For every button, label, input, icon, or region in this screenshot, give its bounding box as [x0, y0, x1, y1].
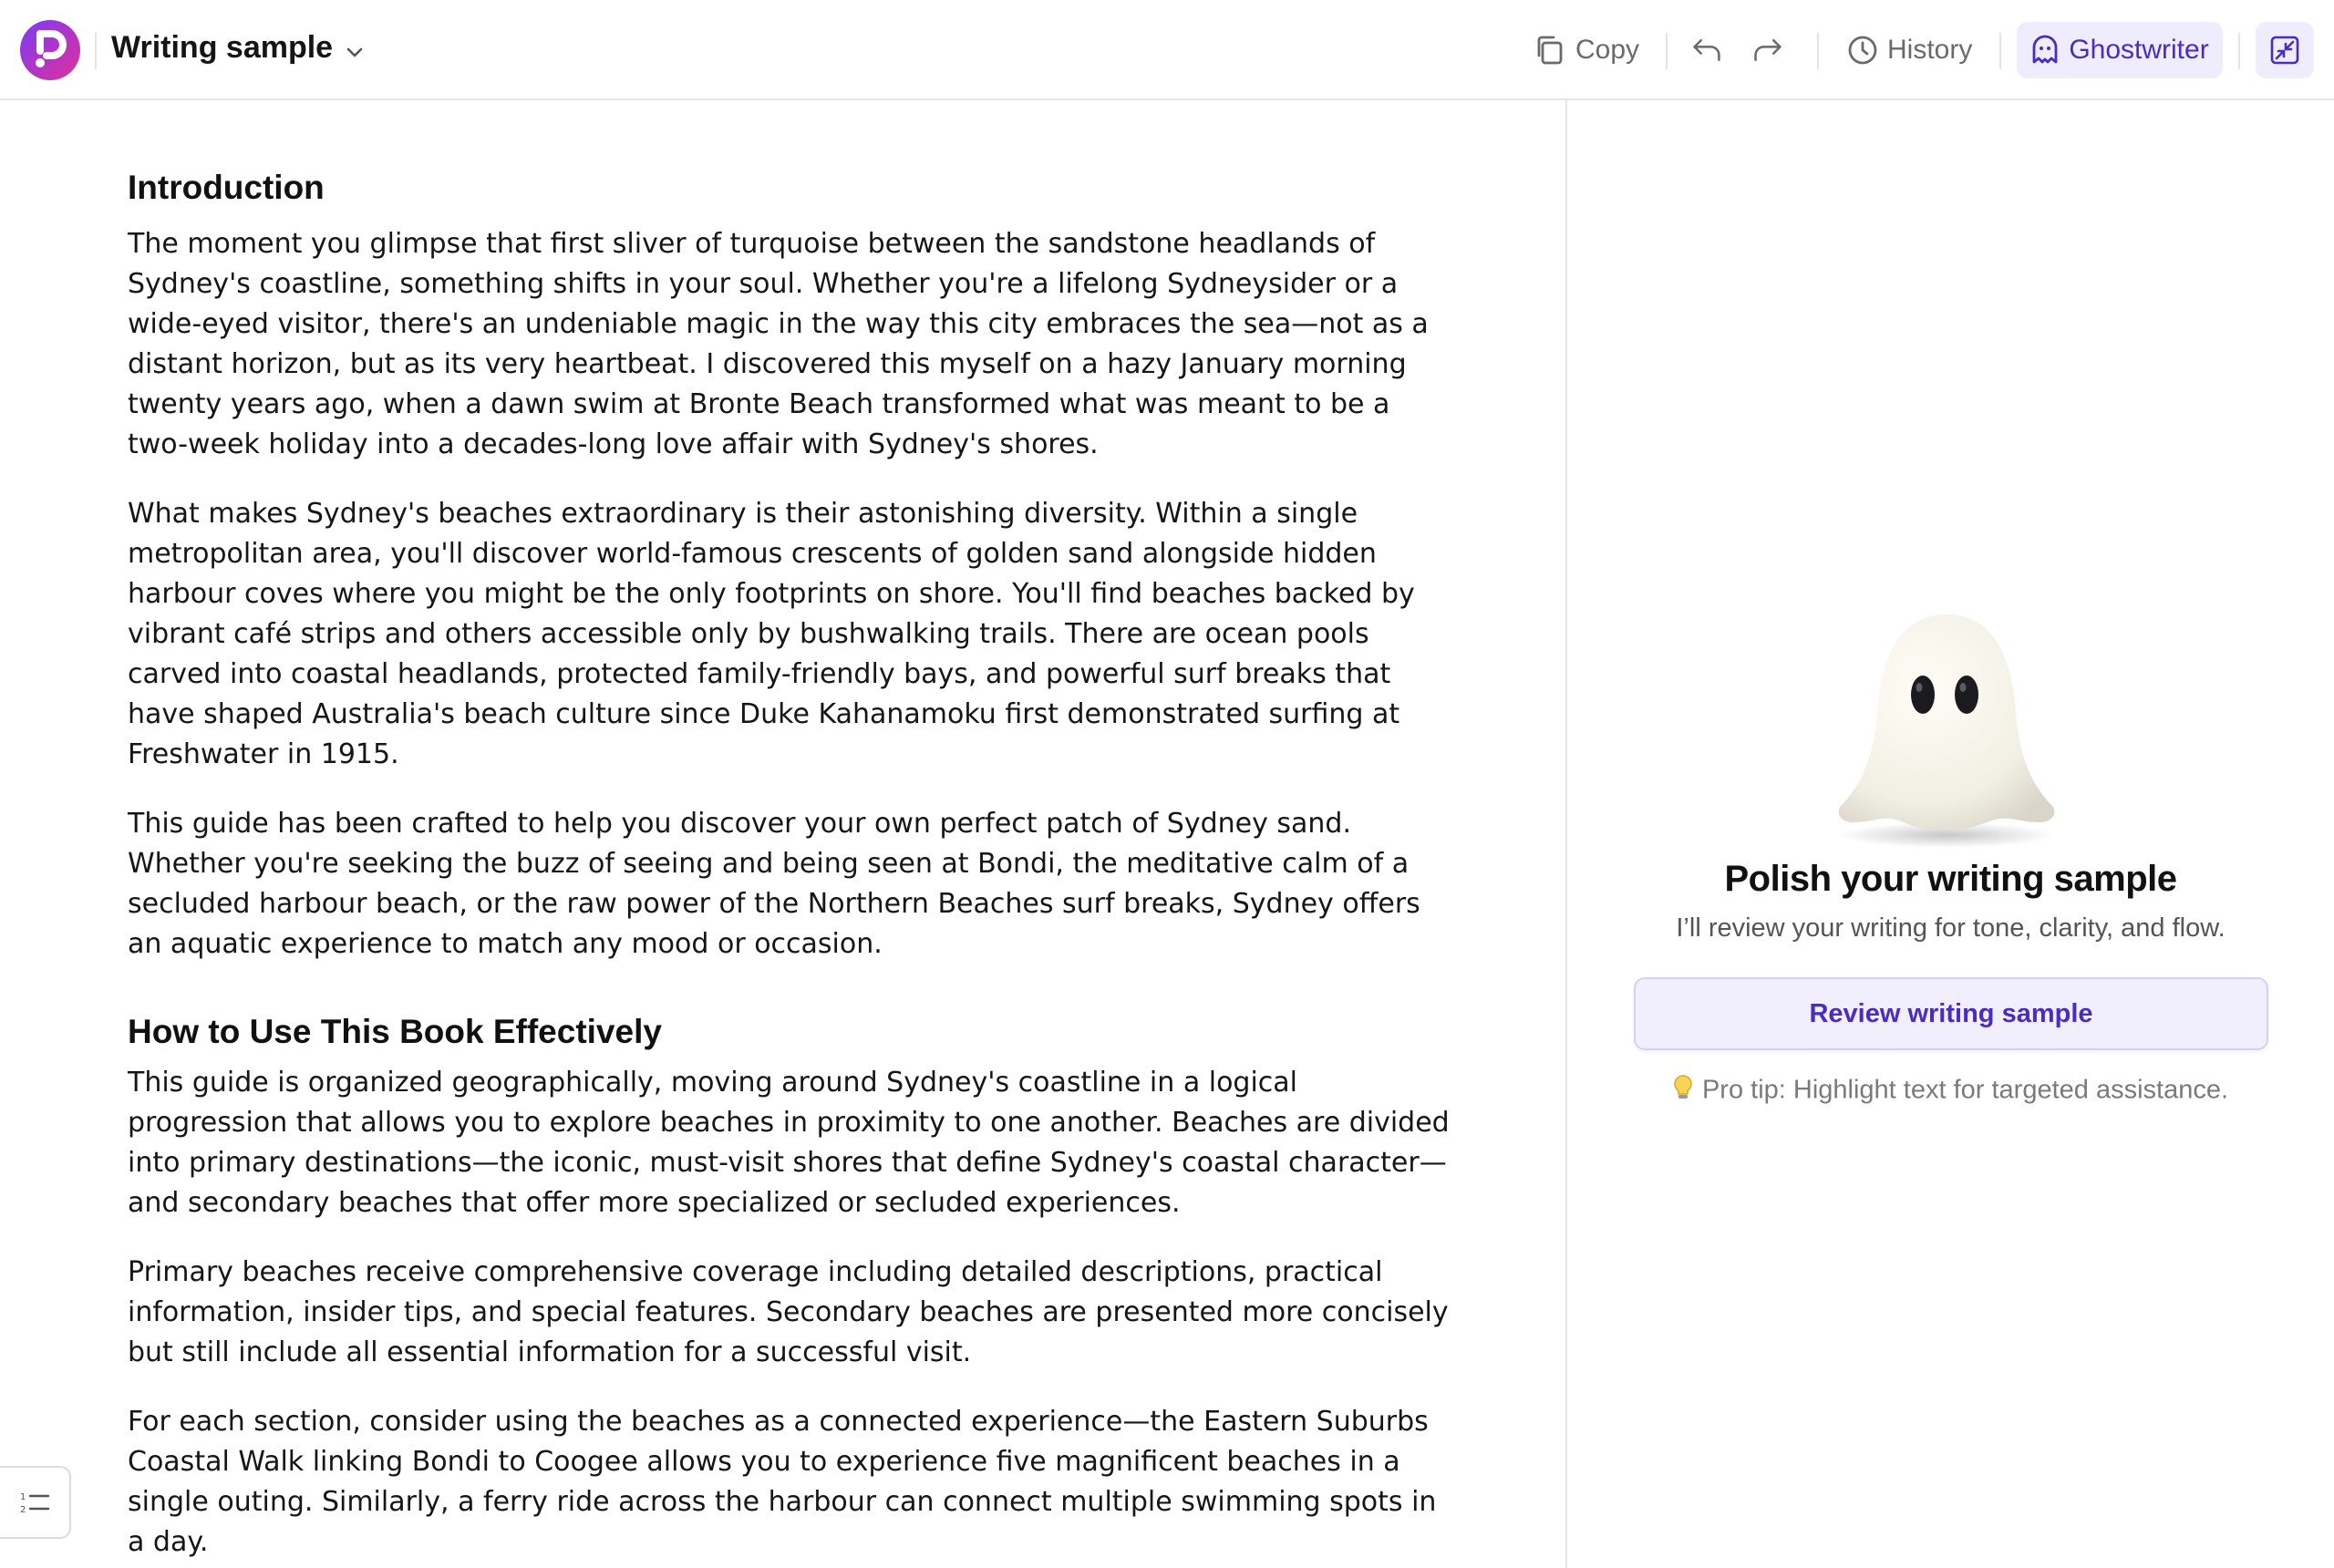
divider — [1817, 33, 1819, 69]
lightbulb-icon — [1673, 1074, 1693, 1109]
copy-label: Copy — [1575, 35, 1640, 65]
history-label: History — [1887, 35, 1973, 65]
history-button[interactable] — [1847, 22, 1972, 78]
copy-button[interactable] — [1534, 22, 1639, 78]
redo-icon — [1752, 34, 1783, 67]
document-title-dropdown[interactable] — [111, 30, 364, 67]
divider — [1999, 33, 2001, 69]
ghostwriter-panel — [1567, 100, 2334, 1568]
divider — [2238, 33, 2240, 69]
paragraph[interactable]: This guide has been crafted to help you discover your own perfect patch of Sydney sand. Whether you're seeking the buzz of seeing and being seen at Bondi, the meditative calm of a secluded harbour beach, or the raw power of the Northern Beaches surf breaks, Sydney offers an aquatic experience to match any mood or occasion. — [128, 808, 1420, 960]
redo-button[interactable] — [1752, 22, 1792, 78]
document-title: Writing sample — [111, 30, 334, 65]
collapse-panel-button[interactable] — [2256, 22, 2314, 78]
svg-text:1: 1 — [20, 1492, 26, 1502]
svg-text:2: 2 — [20, 1505, 26, 1515]
undo-button[interactable] — [1691, 22, 1731, 78]
divider — [95, 33, 97, 69]
ghostwriter-button[interactable] — [2017, 22, 2223, 78]
review-writing-sample-button[interactable] — [1634, 977, 2268, 1050]
heading-introduction[interactable]: Introduction — [128, 169, 325, 206]
divider — [1666, 33, 1668, 69]
pro-tip — [1567, 1074, 2334, 1109]
app-logo-icon[interactable] — [20, 20, 80, 80]
panel-subtitle: I’ll review your writing for tone, clarity, and flow. — [1676, 913, 2226, 943]
panel-title: Polish your writing sample — [1724, 859, 2177, 899]
ghostwriter-label: Ghostwriter — [2069, 35, 2209, 65]
ghost-icon — [2030, 35, 2060, 66]
pro-tip-text: Pro tip: Highlight text for targeted assistance. — [1701, 1075, 2229, 1105]
paragraph[interactable]: For each section, consider using the beaches as a connected experience—the Eastern Suburbs Coastal Walk linking Bondi to Coogee allows you to experience five magnificent beaches in a single outing. Similarly, a ferry ride across the harbour can connect multiple swimming spots in a day. — [128, 1406, 1437, 1558]
top-bar — [0, 0, 2334, 100]
ghost-illustration — [1810, 603, 2083, 850]
document-editor[interactable] — [0, 100, 1567, 1568]
copy-icon — [1534, 34, 1566, 67]
paragraph[interactable]: The moment you glimpse that first sliver of turquoise between the sandstone headlands of Sydney's coastline, something shifts in your soul. Whether you're a lifelong Sydneysider or a wide-eyed visitor, there's an undeniable magic in the way this city embraces the sea—not as a distant horizon, but as its very heartbeat. I discovered this myself on a hazy January morning twenty years ago, when a dawn swim at Bronte Beach transformed what was meant to be a two-week holiday into a decades-long love affair with Sydney's shores. — [128, 228, 1429, 460]
paragraph[interactable]: What makes Sydney's beaches extraordinary is their astonishing diversity. Within a single metropolitan area, you'll discover world-famous crescents of golden sand alongside hidden harbour coves where you might be the only footprints on shore. You'll find beaches backed by vibrant café strips and others accessible only by bushwalking trails. There are ocean pools carved into coastal headlands, protected family-friendly bays, and powerful surf breaks that have shaped Australia's beach culture since Duke Kahanamoku first demonstrated surfing at Freshwater in 1915. — [128, 498, 1415, 770]
outline-toggle-button[interactable] — [0, 1466, 71, 1539]
heading-how-to-use[interactable]: How to Use This Book Effectively — [128, 1013, 662, 1050]
collapse-icon — [2269, 35, 2300, 66]
paragraph[interactable]: This guide is organized geographically, moving around Sydney's coastline in a logical progression that allows you to explore beaches in proximity to one another. Beaches are divided into primary destinations—the iconic, must-visit shores that define Sydney's coastal character—and secondary beaches that offer more specialized or secluded experiences. — [128, 1067, 1450, 1219]
document-content[interactable] — [128, 166, 1450, 1563]
clock-icon — [1847, 35, 1878, 66]
review-button-label: Review writing sample — [1809, 998, 2093, 1028]
paragraph[interactable]: Primary beaches receive comprehensive coverage including detailed descriptions, practical information, insider tips, and special features. Secondary beaches are presented more concisely but still include all essential information for a successful visit. — [128, 1256, 1449, 1368]
undo-icon — [1691, 34, 1722, 67]
numbered-list-icon — [19, 1489, 50, 1516]
chevron-down-icon — [346, 32, 364, 67]
